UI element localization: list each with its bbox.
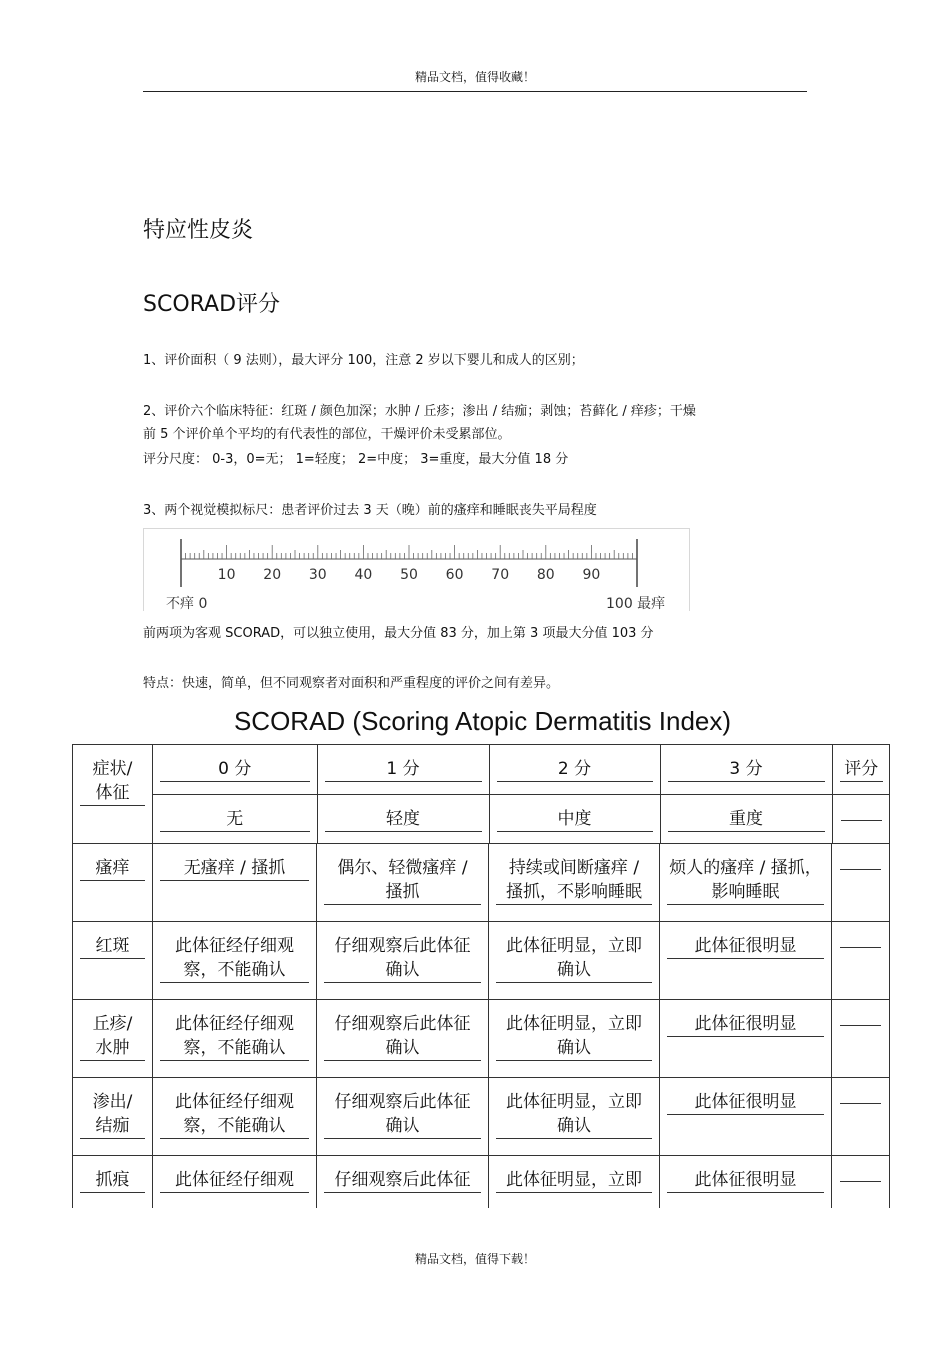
row-grade-1 bbox=[317, 1156, 489, 1208]
row-score-blank bbox=[832, 844, 890, 922]
header-grade-1: 1 分 bbox=[325, 757, 482, 782]
document-subtitle: SCORAD评分 bbox=[143, 292, 281, 317]
row-grade-0-line2: 察，不能确认 bbox=[160, 1036, 309, 1061]
paragraph-5: 特点：快速，简单，但不同观察者对面积和严重程度的评价之间有差异。 bbox=[143, 676, 560, 691]
scale-tick-label: 90 bbox=[582, 567, 601, 583]
row-grade-1-line1: 偶尔、轻微瘙痒 / bbox=[337, 858, 468, 878]
row-grade-2 bbox=[489, 922, 660, 1000]
row-grade-2-line2: 确认 bbox=[496, 958, 652, 983]
row-grade-0-line1: 此体征经仔细观 bbox=[175, 1014, 294, 1034]
scale-tick-label: 60 bbox=[445, 567, 464, 583]
row-grade-2-line1: 此体征明显，立即 bbox=[506, 1014, 642, 1034]
header-score-blank bbox=[841, 820, 883, 821]
page-header-note: 精品文档，值得收藏！ bbox=[414, 70, 535, 84]
scale-right-label: 100 最痒 bbox=[606, 596, 666, 611]
score-blank-line bbox=[840, 1103, 881, 1104]
row-grade-1-line2: 搔抓 bbox=[324, 880, 481, 905]
header-symptom-cell bbox=[73, 745, 153, 844]
scale-tick-label: 30 bbox=[308, 567, 327, 583]
table-row bbox=[73, 922, 890, 1000]
paragraph-3: 3、两个视觉模拟标尺：患者评价过去 3 天（晚）前的瘙痒和睡眠丧失平局程度 bbox=[143, 503, 597, 518]
header-desc-2: 中度 bbox=[497, 807, 653, 832]
row-grade-1 bbox=[317, 922, 489, 1000]
row-grade-0 bbox=[153, 844, 317, 922]
score-blank-line bbox=[840, 869, 881, 870]
paragraph-2a: 2、评价六个临床特征：红斑 / 颜色加深；水肿 / 丘疹；渗出 / 结痂；剥蚀；苔藓化 / 痒疹；干燥 bbox=[143, 404, 696, 419]
header-symptom-line2: 体征 bbox=[80, 781, 145, 806]
row-grade-3-line1: 此体征很明显 bbox=[667, 1090, 824, 1115]
paragraph-1: 1、评价面积（ 9 法则），最大评分 100，注意 2 岁以下婴儿和成人的区别； bbox=[143, 353, 584, 368]
scale-tick-labels bbox=[218, 567, 601, 583]
scale-tick-label: 40 bbox=[354, 567, 373, 583]
row-grade-2 bbox=[489, 1078, 660, 1156]
paragraph-2b: 前 5 个评价单个平均的有代表性的部位，干燥评价未受累部位。 bbox=[143, 427, 511, 442]
visual-analog-scale bbox=[143, 528, 690, 611]
row-symptom-name-line2: 水肿 bbox=[80, 1036, 145, 1061]
row-grade-0-line1: 此体征经仔细观 bbox=[160, 1168, 309, 1193]
header-score: 评分 bbox=[840, 757, 884, 782]
row-grade-2 bbox=[489, 1156, 660, 1208]
row-grade-2-line1: 此体征明显，立即 bbox=[496, 1168, 652, 1193]
header-grade-0: 0 分 bbox=[160, 757, 310, 782]
document-title: 特应性皮炎 bbox=[143, 218, 254, 243]
header-desc-1: 轻度 bbox=[325, 807, 482, 832]
row-grade-1-line2: 确认 bbox=[324, 1114, 481, 1139]
header-grid bbox=[153, 745, 890, 843]
row-grade-0 bbox=[153, 1000, 317, 1078]
row-grade-0-line1: 此体征经仔细观 bbox=[175, 1092, 294, 1112]
row-grade-0 bbox=[153, 1078, 317, 1156]
row-grade-1 bbox=[317, 1078, 489, 1156]
row-grade-1-line1: 仔细观察后此体征 bbox=[334, 1092, 471, 1112]
row-score-blank bbox=[832, 922, 890, 1000]
row-grade-2-line2: 确认 bbox=[496, 1114, 652, 1139]
scale-graphic bbox=[144, 529, 689, 611]
row-symptom-name-line1: 渗出/ bbox=[92, 1092, 133, 1112]
scale-tick-label: 80 bbox=[536, 567, 555, 583]
row-score-blank bbox=[832, 1078, 890, 1156]
header-grade-2: 2 分 bbox=[497, 757, 653, 782]
row-grade-0-line2: 察，不能确认 bbox=[160, 958, 309, 983]
row-grade-1 bbox=[317, 1000, 489, 1078]
row-symptom-name bbox=[73, 1078, 153, 1156]
paragraph-2c: 评分尺度： 0-3，0=无； 1=轻度； 2=中度； 3=重度，最大分值 18 分 bbox=[143, 452, 569, 467]
row-grade-3 bbox=[660, 1156, 832, 1208]
row-grade-1-line1: 仔细观察后此体征 bbox=[334, 1014, 471, 1034]
header-grade-cell bbox=[153, 745, 890, 844]
scale-tick-label: 20 bbox=[263, 567, 282, 583]
row-symptom-name-line1: 红斑 bbox=[80, 934, 145, 959]
row-grade-3-line1: 烦人的瘙痒 / 搔抓， bbox=[669, 858, 822, 878]
row-grade-2-line2: 搔抓，不影响睡眠 bbox=[496, 880, 652, 905]
row-symptom-name-line1: 丘疹/ bbox=[92, 1014, 133, 1034]
table-row bbox=[73, 844, 890, 922]
row-grade-1 bbox=[317, 844, 489, 922]
table-title: SCORAD (Scoring Atopic Dermatitis Index) bbox=[233, 706, 732, 736]
table-row bbox=[73, 1156, 890, 1208]
scale-tick-label: 70 bbox=[491, 567, 510, 583]
scale-tick-label: 50 bbox=[400, 567, 418, 583]
row-grade-2 bbox=[489, 1000, 660, 1078]
row-grade-1-line2: 确认 bbox=[324, 958, 481, 983]
row-grade-0 bbox=[153, 1156, 317, 1208]
header-rule bbox=[143, 91, 807, 92]
score-blank-line bbox=[840, 1181, 881, 1182]
row-grade-2-line1: 此体征明显，立即 bbox=[506, 1092, 642, 1112]
row-grade-3-line1: 此体征很明显 bbox=[667, 1168, 824, 1193]
row-symptom-name-line1: 瘙痒 bbox=[80, 856, 145, 881]
row-score-blank bbox=[832, 1156, 890, 1208]
scorad-table bbox=[72, 744, 890, 1208]
row-symptom-name bbox=[73, 922, 153, 1000]
row-grade-0-line2: 察，不能确认 bbox=[160, 1114, 309, 1139]
header-symptom-line1: 症状/ bbox=[92, 759, 133, 779]
row-symptom-name bbox=[73, 1000, 153, 1078]
row-grade-3 bbox=[660, 922, 832, 1000]
score-blank-line bbox=[840, 1025, 881, 1026]
scale-minor-ticks bbox=[186, 545, 633, 559]
scale-left-label: 不痒 0 bbox=[166, 596, 208, 611]
row-symptom-name bbox=[73, 1156, 153, 1208]
page-footer-note: 精品文档，值得下载！ bbox=[414, 1252, 535, 1266]
row-grade-3 bbox=[660, 844, 832, 922]
scale-tick-label: 10 bbox=[217, 567, 236, 583]
row-grade-1-line1: 仔细观察后此体征 bbox=[324, 1168, 481, 1193]
row-grade-0-line1: 此体征经仔细观 bbox=[175, 936, 294, 956]
row-grade-2 bbox=[489, 844, 660, 922]
row-symptom-name-line2: 结痂 bbox=[80, 1114, 145, 1139]
row-grade-3 bbox=[660, 1078, 832, 1156]
table-header-row bbox=[73, 745, 890, 844]
row-grade-3 bbox=[660, 1000, 832, 1078]
row-grade-3-line1: 此体征很明显 bbox=[667, 1012, 824, 1037]
header-desc-0: 无 bbox=[160, 807, 310, 832]
row-grade-2-line1: 此体征明显，立即 bbox=[506, 936, 642, 956]
table-row bbox=[73, 1000, 890, 1078]
row-grade-2-line2: 确认 bbox=[496, 1036, 652, 1061]
table-row bbox=[73, 1078, 890, 1156]
score-blank-line bbox=[840, 947, 881, 948]
row-symptom-name-line1: 抓痕 bbox=[80, 1168, 145, 1193]
row-grade-2-line1: 持续或间断瘙痒 / bbox=[508, 858, 640, 878]
header-grade-3: 3 分 bbox=[668, 757, 825, 782]
row-grade-3-line2: 影响睡眠 bbox=[667, 880, 824, 905]
row-symptom-name bbox=[73, 844, 153, 922]
row-grade-1-line2: 确认 bbox=[324, 1036, 481, 1061]
header-desc-3: 重度 bbox=[668, 807, 825, 832]
paragraph-4: 前两项为客观 SCORAD，可以独立使用，最大分值 83 分，加上第 3 项最大分值 103 分 bbox=[143, 626, 654, 641]
row-grade-0-line1: 无瘙痒 / 搔抓 bbox=[160, 856, 309, 881]
row-grade-0 bbox=[153, 922, 317, 1000]
row-grade-3-line1: 此体征很明显 bbox=[667, 934, 824, 959]
row-score-blank bbox=[832, 1000, 890, 1078]
row-grade-1-line1: 仔细观察后此体征 bbox=[334, 936, 471, 956]
